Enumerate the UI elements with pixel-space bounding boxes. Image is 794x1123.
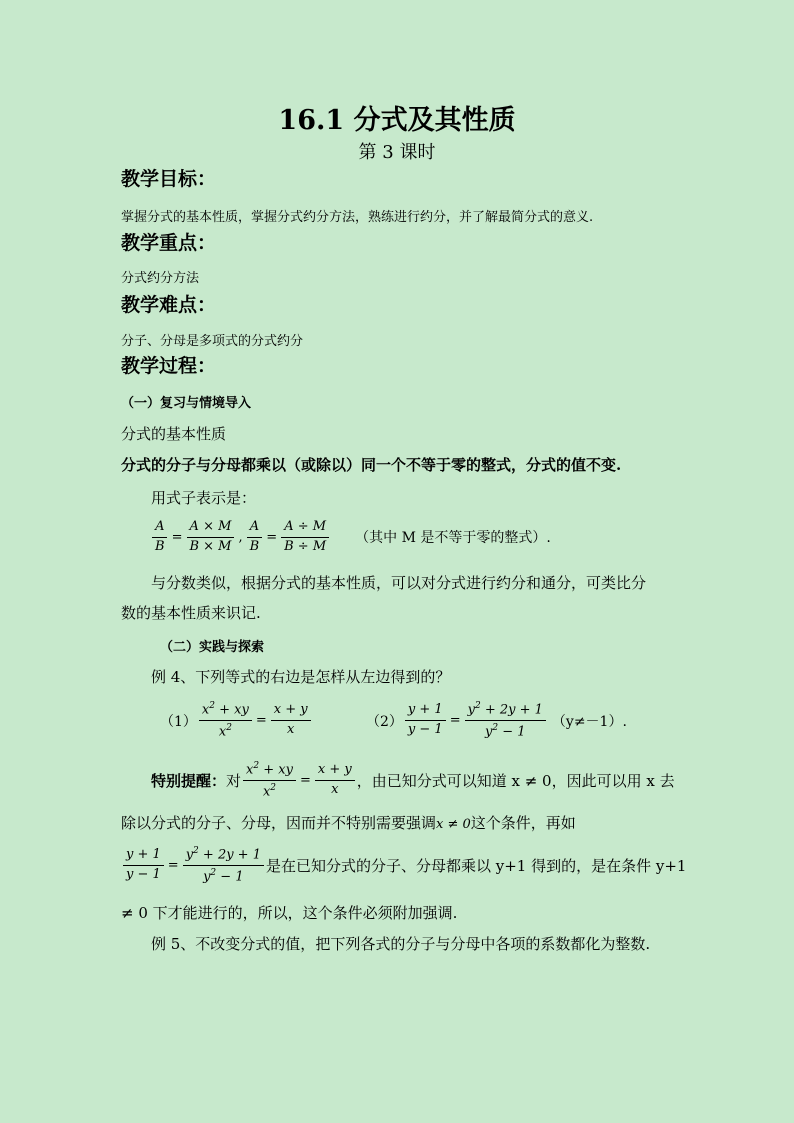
page-subtitle: 第 3 课时 [358,142,436,163]
fraction: $\frac{x^2 + xy}{x^2}$ [243,761,296,801]
fraction: $\frac{y^2 + 2y + 1}{y^2 - 1}$ [465,701,546,741]
fraction: $\frac{y^2 + 2y + 1}{y^2 - 1}$ [183,846,264,886]
example5-prompt: 例 5、不改变分式的值，把下列各式的分子与分母中各项的系数都化为整数. [151,935,651,953]
fraction: $\frac{x + y}{x}$ [315,763,355,798]
example4-item1: （1） $\frac{x^2 + xy}{x^2}$ = $\frac{x + y}{x}$ [160,701,313,741]
example4-item2: （2） $\frac{y + 1}{y - 1}$ = $\frac{y^2 + 2y + 1}{y^2 - 1}$ （y≠－1）. [366,701,627,740]
key-text: 分式约分方法 [121,271,200,286]
formula-intro: 用式子表示是： [151,489,257,507]
fraction: $\frac{A \times M}{B \times M}$ [186,520,234,555]
part2-title: （二）实践与探索 [160,640,265,655]
part1-line1: 分式的基本性质 [121,425,227,443]
tip-line2: 除以分式的分子、分母，因而并不特别需要强调x ≠ 0这个条件，再如 [121,814,576,832]
fraction: $\frac{A}{B}$ [247,520,263,555]
example4-prompt: 例 4、下列等式的右边是怎样从左边得到的？ [151,668,451,686]
difficulty-heading: 教学难点： [121,294,217,316]
fraction: $\frac{A \div M}{B \div M}$ [281,520,329,555]
formula-note: （其中 M 是不等于零的整式）. [355,530,551,547]
page-title: 16.1 分式及其性质 [278,105,516,136]
tip-label: 特别提醒： [151,772,227,791]
special-tip: 特别提醒： 对 $\frac{x^2 + xy}{x^2}$ = $\frac{x + y}{x}$ ，由已知分式可以知道 x ≠ 0，因此可以用 x 去 [151,761,675,800]
analogy-line2: 数的基本性质来识记. [121,604,261,622]
tip-line4: ≠ 0 下才能进行的，所以，这个条件必须附加强调. [121,904,458,922]
tip-line3: $\frac{y + 1}{y - 1}$ = $\frac{y^2 + 2y + 1}{y^2 - 1}$ 是在已知分式的分子、分母都乘以 y+1 得到的，是在条件 y+1 [121,846,686,886]
analogy-line1: 与分数类似，根据分式的基本性质，可以对分式进行约分和通分，可类比分 [151,574,647,592]
goal-heading: 教学目标： [121,168,217,190]
key-heading: 教学重点： [121,232,217,254]
basic-property-formula: $\frac{A}{B}$ = $\frac{A \times M}{B \times M}$ , $\frac{A}{B}$ = $\frac{A \div M}{B \div M}$ （其中 M 是不等于零的整式）. [150,520,551,555]
process-heading: 教学过程： [121,355,217,377]
part1-title: （一）复习与情境导入 [121,396,252,411]
basic-property: 分式的分子与分母都乘以（或除以）同一个不等于零的整式，分式的值不变. [121,456,622,474]
fraction: $\frac{x^2 + xy}{x^2}$ [199,701,252,741]
fraction: $\frac{A}{B}$ [152,520,168,555]
goal-text: 掌握分式的基本性质，掌握分式约分方法，熟练进行约分，并了解最简分式的意义. [121,210,594,225]
fraction: $\frac{x + y}{x}$ [271,703,311,738]
fraction: $\frac{y + 1}{y - 1}$ [405,703,446,738]
fraction: $\frac{y + 1}{y - 1}$ [123,848,164,883]
difficulty-text: 分子、分母是多项式的分式约分 [121,334,304,349]
